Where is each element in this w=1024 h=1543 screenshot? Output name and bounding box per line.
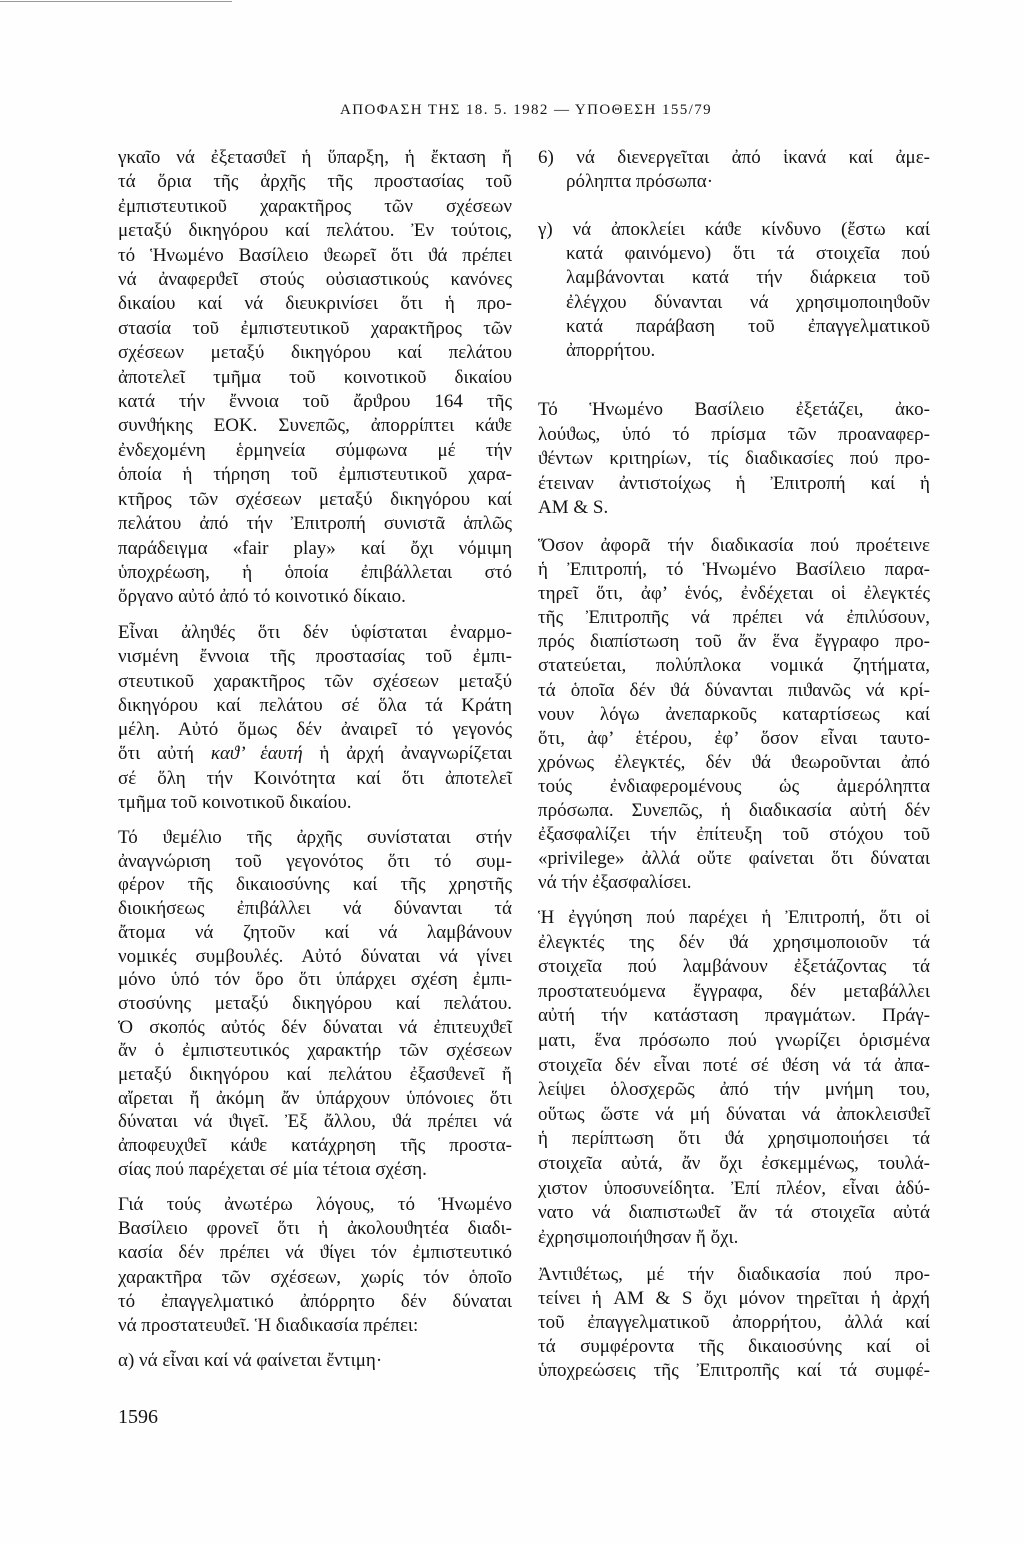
- text-line: ἄτομα νά ζητοῦν καί νά λαμβάνουν: [118, 921, 512, 943]
- text-line: ἀποτελεῖ τμῆμα τοῦ κοινοτικοῦ δικαίου: [118, 366, 512, 388]
- text-line: Εἶναι ἀληϑές ὅτι δέν ὑφίσταται ἐναρμο-: [118, 622, 512, 643]
- text-line: συνϑήκης ΕΟΚ. Συνεπῶς, ἀπορρίπτει κάϑε: [118, 415, 512, 437]
- text-line: ματι, ἕνα πρόσωπο πού γνωρίζει ὁρισμένα: [538, 1029, 930, 1051]
- text-line: λούϑως, ὑπό τό πρίσμα τῶν προαναφερ-: [538, 423, 930, 445]
- text-line: Τό ϑεμέλιο τῆς ἀρχῆς συνίσταται στήν: [118, 827, 512, 848]
- text-line: ἐχρησιμοποιήϑησαν ἤ ὄχι.: [538, 1226, 739, 1248]
- text-line: τείνει ἡ AM & S ὄχι μόνον τηρεῖται ἡ ἀρχή: [538, 1288, 930, 1309]
- text-line: ὄργανο αὐτό ἀπό τό κοινοτικό δίκαιο.: [118, 586, 406, 608]
- list-marker: γ): [538, 219, 553, 240]
- list-marker: α): [118, 1350, 135, 1371]
- text-line: ἡ περίπτωση ὅτι ϑά χρησιμοποιήσει τά: [538, 1128, 930, 1150]
- list-item-text: νά διενεργεῖται ἀπό ἱκανά καί ἀμε-: [576, 147, 930, 168]
- text-line: τά ὅρια τῆς ἀρχῆς τῆς προστασίας τοῦ: [118, 171, 512, 193]
- text-line: μεταξύ δικηγόρου καί πελάτου. Ἐν τούτοις,: [118, 220, 512, 242]
- text-line: φέρον τῆς δικαιοσύνης καί τῆς χρηστῆς: [118, 874, 512, 896]
- text-line: αὐτή τήν κατάσταση πραγμάτων. Πράγ-: [538, 1005, 930, 1027]
- text-line: στασία τοῦ ἐμπιστευτικοῦ χαρακτῆρος τῶν: [118, 317, 512, 339]
- text-line: τούς ἐνδιαφερομένους ὡς ἀμερόληπτα: [538, 775, 930, 797]
- text-line: ἄν ὁ ἐμπιστευτικός χαρακτήρ τῶν σχέσεων: [118, 1040, 512, 1062]
- text-line: τά ὁποῖα δέν ϑά δύνανται πιϑανῶς νά κρί-: [538, 679, 930, 701]
- text-line: στευτικοῦ χαρακτῆρος τῶν σχέσεων μεταξύ: [118, 670, 512, 692]
- text-line: νά ἀναφερϑεῖ στούς οὐσιαστικούς κανόνες: [118, 269, 512, 291]
- text-line: μεταξύ δικηγόρου καί πελάτου ἐξασϑενεῖ ἤ: [118, 1064, 512, 1086]
- text-line: δικηγόρου καί πελάτου σέ ὅλα τά Κράτη: [118, 694, 512, 716]
- text-line: ρόληπτα πρόσωπα·: [566, 171, 714, 192]
- text-line: τά συμφέροντα τῆς δικαιοσύνης καί οἱ: [538, 1336, 930, 1357]
- text-line: [538, 218, 930, 242]
- text-line: τό ἐπαγγελματικό ἀπόρρητο δέν δύναται: [118, 1290, 512, 1312]
- text-line: δύναται νά ϑιγεῖ. Ἐξ ἄλλου, ϑά πρέπει νά: [118, 1111, 512, 1133]
- text-line: ἐμπιστευτικοῦ χαρακτῆρος τῶν σχέσεων: [118, 195, 512, 217]
- text-line: ὁποία ἡ τήρηση τοῦ ἐμπιστευτικοῦ χαρα-: [118, 464, 512, 486]
- text-line: Γιά τούς ἀνωτέρω λόγους, τό Ἡνωμένο: [118, 1194, 512, 1215]
- text-line: τηρεῖ ὅτι, ἀφ’ ἑνός, ἐνδέχεται οἱ ἐλεγκτές: [538, 583, 930, 605]
- text-line: τῆς Ἐπιτροπῆς νά πρέπει νά ἐπιλύσουν,: [538, 607, 930, 629]
- text-line: Ὅσον ἀφορᾶ τήν διαδικασία πού προέτεινε: [538, 535, 930, 556]
- paragraph: [538, 398, 930, 521]
- paragraph: [118, 621, 512, 815]
- text-line: ὅτι, ἀφ’ ἑτέρου, ἐφ’ ὅσον εἶναι ταυτο-: [538, 727, 930, 749]
- list-item-text: νά ἀποκλείει κάϑε κίνδυνο (ἔστω καί: [572, 219, 930, 240]
- paragraph: [118, 146, 512, 610]
- running-header: ΑΠΟΦΑΣΗ ΤΗΣ 18. 5. 1982 — ΥΠΟΘΕΣΗ 155/79: [340, 102, 713, 118]
- paragraph: [538, 534, 930, 895]
- text-line: τό Ἡνωμένο Βασίλειο ϑεωρεῖ ὅτι ϑά πρέπει: [118, 244, 512, 266]
- text-line: στοιχεῖα πού λαμβάνουν ἐξετάζοντας τά: [538, 956, 930, 978]
- list-item: [118, 1349, 512, 1373]
- text-line: χαρακτῆρα τῶν σχέσεων, χωρίς τόν ὁποῖο: [118, 1266, 512, 1288]
- text-line: κατά τήν ἔννοια τοῦ ἄρϑρου 164 τῆς: [118, 391, 512, 413]
- list-item: [538, 146, 930, 194]
- text-line: νισμένη ἔννοια τῆς προστασίας τοῦ ἐμπι-: [118, 646, 512, 668]
- text-line: ἐλέγχου δύνανται νά χρησιμοποιηϑοῦν: [566, 291, 930, 313]
- text-line: κτῆρος τῶν σχέσεων μεταξύ δικηγόρου καί: [118, 488, 512, 510]
- text-line: ὑποχρεώσεις τῆς Ἐπιτροπῆς καί τά συμφέ-: [538, 1360, 930, 1381]
- text-line: κασία δέν πρέπει νά ϑίγει τόν ἐμπιστευτικό: [118, 1242, 512, 1264]
- text-line: Ἡ ἐγγύηση πού παρέχει ἡ Ἐπιτροπή, ὅτι οἱ: [538, 907, 930, 928]
- text-line: ἀναγνώριση τοῦ γεγονότος ὅτι τό συμ-: [118, 850, 512, 872]
- text-line: χρόνως ἐλεγκτές, δέν ϑά ϑεωροῦνται ἀπό: [538, 751, 930, 773]
- text-line: ὑποχρέωση, ἡ ὁποία ἐπιβάλλεται στό: [118, 561, 512, 583]
- text-line: Ἀντιϑέτως, μέ τήν διαδικασία πού προ-: [538, 1264, 930, 1285]
- text-line: νά προστατευϑεῖ. Ἡ διαδικασία πρέπει:: [118, 1315, 419, 1337]
- text-line: ἐξασφαλίζει τήν ἐπίτευξη τοῦ στόχου τοῦ: [538, 824, 930, 846]
- text-line: πρός διαπίστωση τοῦ ἄν ἕνα ἔγγραφο προ-: [538, 631, 930, 653]
- text-line: έτειναν ἀντιστοίχως ἡ Ἐπιτροπή καί ἡ: [538, 472, 930, 494]
- text-line: στοιχεῖα δέν εἶναι ποτέ σέ ϑέση νά τά ἀπα-: [538, 1054, 930, 1076]
- text-line: κατά φαινόμενο) ὅτι τά στοιχεῖα πού: [566, 243, 930, 265]
- text-line: πρόσωπα. Συνεπῶς, ἡ διαδικασία αὐτή δέν: [538, 800, 930, 822]
- scan-edge-line: [0, 1, 232, 2]
- text-line: ἀπορρήτου.: [566, 340, 656, 362]
- list-marker: 6): [538, 147, 554, 168]
- text-line: μόνο ὑπό τόν ὅρο ὅτι ὑπάρχει σχέση ἐμπι-: [118, 969, 512, 991]
- text-line: ἐλεγκτές της δέν ϑά χρησιμοποιοῦν τά: [538, 931, 930, 953]
- text-line: [538, 146, 930, 170]
- paragraph: [118, 1193, 512, 1338]
- text-line: ἐνδεχομένη ἑρμηνεία σύμφωνα μέ τήν: [118, 439, 512, 461]
- text-line: νουν λόγω ἀνεπαρκοῦς καταρτίσεως καί: [538, 703, 930, 725]
- text-line: «privilege» ἀλλά οὔτε φαίνεται ὅτι δύναται: [538, 848, 930, 870]
- text-line: σέ ὅλη τήν Κοινότητα καί ὅτι ἀποτελεῖ: [118, 767, 512, 789]
- list-item-text: νά εἶναι καί νά φαίνεται ἔντιμη·: [139, 1350, 383, 1371]
- text-line: τοῦ ἐπαγγελματικοῦ ἀπορρήτου, ἀλλά καί: [538, 1312, 930, 1333]
- paragraph: [538, 906, 930, 1250]
- text-line: αἴρεται ἤ ἀκόμη ἄν ὑπάρχουν ὑπόνοιες ὅτι: [118, 1087, 512, 1109]
- text-line: Βασίλειο φρονεῖ ὅτι ἡ ἀκολουϑητέα διαδι-: [118, 1218, 512, 1240]
- text-line: μέλη. Αὐτό ὅμως δέν ἀναιρεῖ τό γεγονός: [118, 719, 512, 741]
- paragraph: [538, 1263, 930, 1383]
- italic-phrase: καϑ’ ἑαυτή: [210, 743, 303, 765]
- text-line: ἡ Ἐπιτροπή, τό Ἡνωμένο Βασίλειο παρα-: [538, 559, 930, 581]
- text-line: παράδειγμα «fair play» καί ὄχι νόμιμη: [118, 537, 512, 559]
- text-line: Τό Ἡνωμένο Βασίλειο ἐξετάζει, ἀκο-: [538, 399, 930, 420]
- text-line: στοσύνης μεταξύ δικηγόρου καί πελάτου.: [118, 992, 512, 1014]
- text-line: οὕτως ὥστε νά μή δύναται νά ἀποκλεισϑεῖ: [538, 1103, 930, 1125]
- text-line: ϑέντων κριτηρίων, τίς διαδικασίες πού προ-: [538, 448, 930, 469]
- text-line: διοικήσεως ἐπιβάλλει νά δύνανται τά: [118, 898, 512, 920]
- text-line: γκαῖο νά ἐξετασϑεῖ ἡ ὕπαρξη, ἡ ἔκταση ἤ: [118, 147, 512, 168]
- list-item: [538, 218, 930, 363]
- text-line: [118, 1349, 512, 1373]
- text-fragment: ἡ ἀρχή ἀναγνωρίζεται: [319, 743, 513, 765]
- text-line: χιστον ὑποσυνείδητα. Ἐπί πλέον, εἶναι ἀδύ-: [538, 1177, 930, 1199]
- text-line: νά τήν ἐξασφαλίσει.: [538, 872, 692, 894]
- text-line: προστατευόμενα ἔγγραφα, δέν μεταβάλλει: [538, 980, 930, 1002]
- text-line: δικαίου καί νά διευκρινίσει ὅτι ἡ προ-: [118, 293, 512, 315]
- text-line: Ὁ σκοπός αὐτός δέν δύναται νά ἐπιτευχϑεῖ: [118, 1016, 512, 1038]
- text-line: νομικές συμβουλές. Αὐτό δύναται νά γίνει: [118, 945, 512, 967]
- text-line: κατά παράβαση τοῦ ἐπαγγελματικοῦ: [566, 315, 930, 337]
- paragraph: [118, 826, 512, 1182]
- text-line: AM & S.: [538, 497, 609, 518]
- text-line: στατεύεται, πολύπλοκα νομικά ζητήματα,: [538, 655, 930, 677]
- text-line: λαμβάνονται κατά τήν διάρκεια τοῦ: [566, 267, 930, 289]
- text-line: λείψει ὁλοσχερῶς ἀπό τήν μνήμη του,: [538, 1079, 930, 1101]
- text-line: [118, 742, 512, 766]
- page-number: 1596: [118, 1406, 158, 1428]
- text-line: νατο νά διαπιστωϑεῖ ἄν τά στοιχεῖα αὐτά: [538, 1202, 930, 1224]
- text-line: πελάτου ἀπό τήν Ἐπιτροπή συνιστᾶ ἁπλῶς: [118, 513, 512, 535]
- text-fragment: ὅτι αὐτή: [118, 743, 194, 765]
- text-line: ἀποφευχϑεῖ κάϑε κατάχρηση τῆς προστα-: [118, 1135, 512, 1157]
- text-line: σίας πού παρέχεται σέ μία τέτοια σχέση.: [118, 1158, 427, 1180]
- text-line: τμῆμα τοῦ κοινοτικοῦ δικαίου.: [118, 792, 352, 814]
- text-line: στοιχεῖα αὐτά, ἄν ὄχι ἐσκεμμένως, τουλά-: [538, 1152, 930, 1174]
- text-line: σχέσεων μεταξύ δικηγόρου καί πελάτου: [118, 342, 512, 364]
